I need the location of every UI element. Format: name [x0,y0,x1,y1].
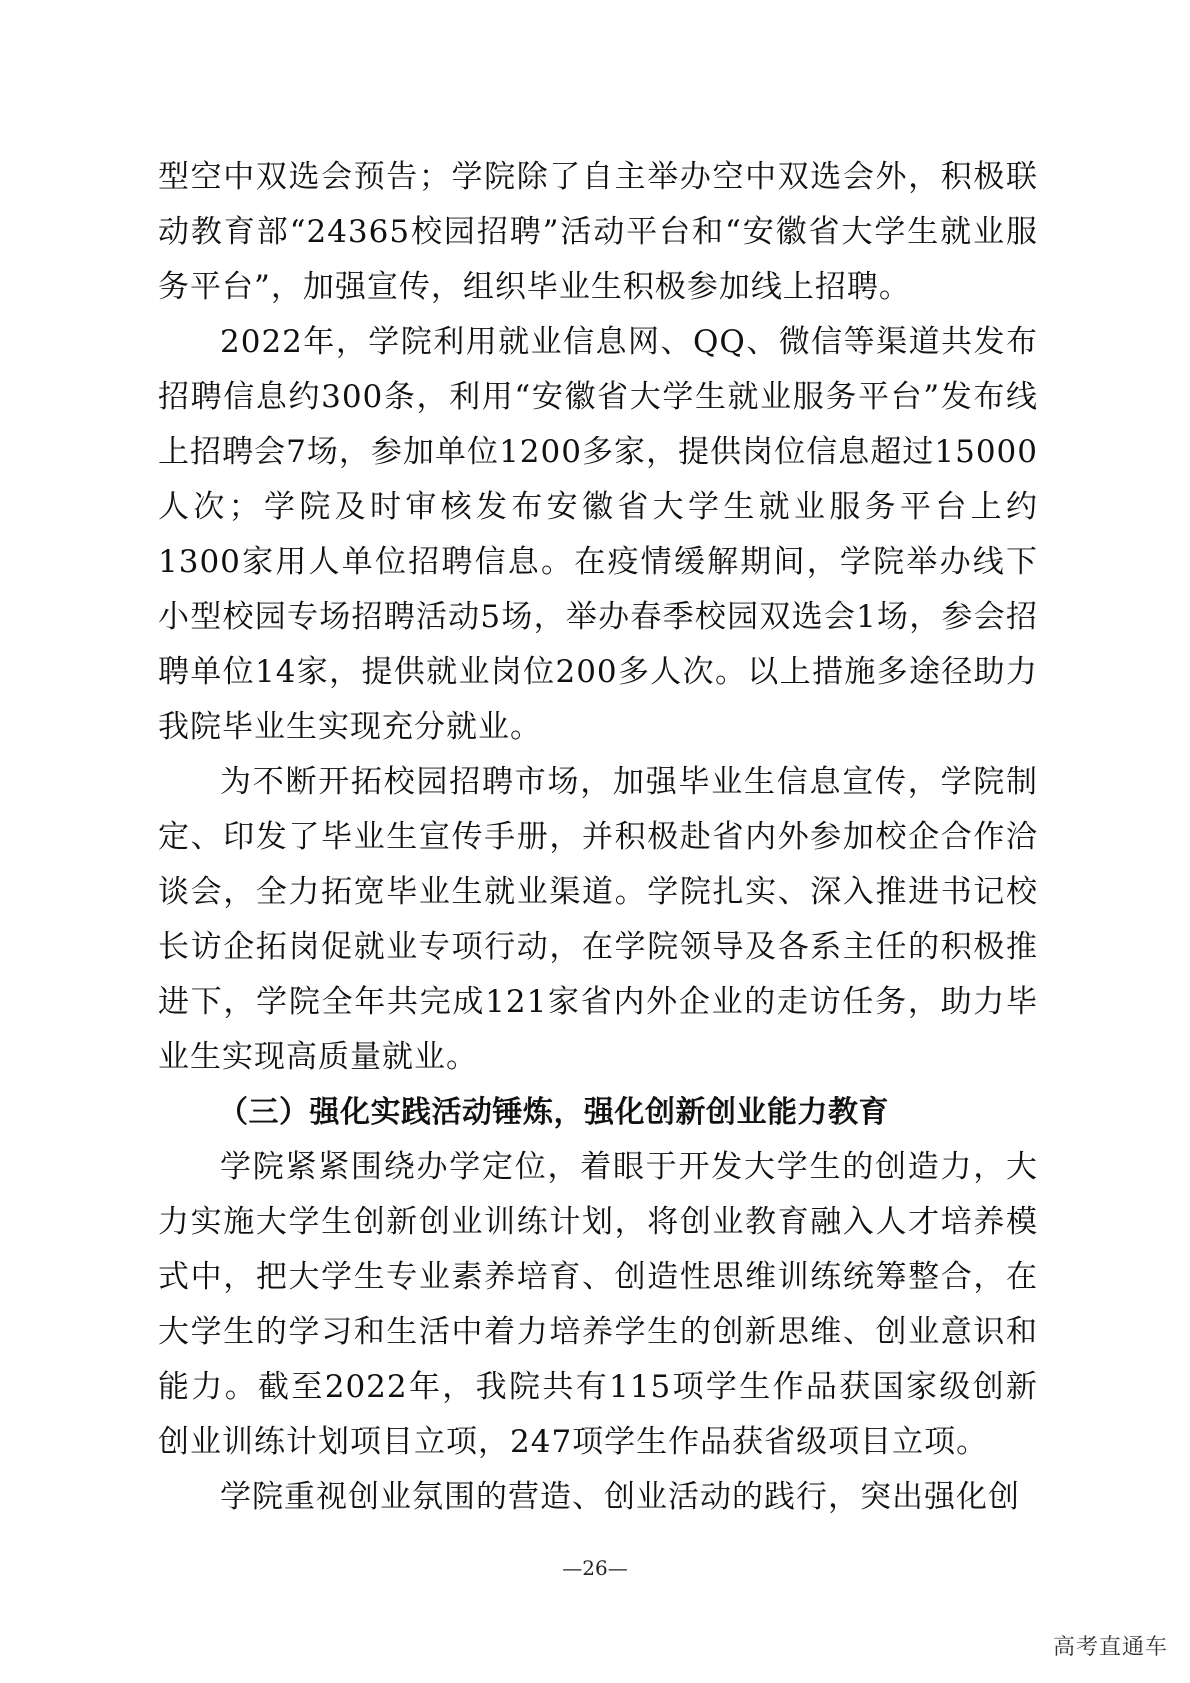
section-heading: （三）强化实践活动锤炼，强化创新创业能力教育 [218,1095,889,1130]
paragraph-campus-market: 为不断开拓校园招聘市场，加强毕业生信息宣传，学院制定、印发了毕业生宣传手册，并积极赴省内外参加校企合作洽谈会，全力拓宽毕业生就业渠道。学院扎实、深入推进书记校长访企拓岗促就业专项行动，在学院领导及各系主任的积极推进下，学院全年共完成121家省内外企业的走访任务，助力毕业生实现高质量就业。 [158,764,1038,1075]
document-body [158,150,1038,1525]
paragraph-innovation: 学院紧紧围绕办学定位，着眼于开发大学生的创造力，大力实施大学生创新创业训练计划，将创业教育融入人才培养模式中，把大学生专业素养培育、创造性思维训练统筹整合，在大学生的学习和生活中着力培养学生的创新思维、创业意识和能力。截至2022年，我院共有115项学生作品获国家级创新创业训练计划项目立项，247项学生作品获省级项目立项。 [158,1149,1038,1460]
watermark: 高考直通车 [1052,1635,1168,1660]
page-number: —26— [562,1556,628,1580]
paragraph-recruitment-stats: 2022年，学院利用就业信息网、QQ、微信等渠道共发布招聘信息约300条，利用“安徽省大学生就业服务平台”发布线上招聘会7场，参加单位1200多家，提供岗位信息超过15000人次；学院及时审核发布安徽省大学生就业服务平台上约1300家用人单位招聘信息。在疫情缓解期间，学院举办线下小型校园专场招聘活动5场，举办春季校园双选会1场，参会招聘单位14家，提供就业岗位200多人次。以上措施多途径助力我院毕业生实现充分就业。 [158,324,1038,745]
paragraph-continued: 型空中双选会预告；学院除了自主举办空中双选会外，积极联动教育部“24365校园招聘”活动平台和“安徽省大学生就业服务平台”，加强宣传，组织毕业生积极参加线上招聘。 [158,159,1038,305]
paragraph-entrepreneurship: 学院重视创业氛围的营造、创业活动的践行，突出强化创 [220,1479,1020,1515]
